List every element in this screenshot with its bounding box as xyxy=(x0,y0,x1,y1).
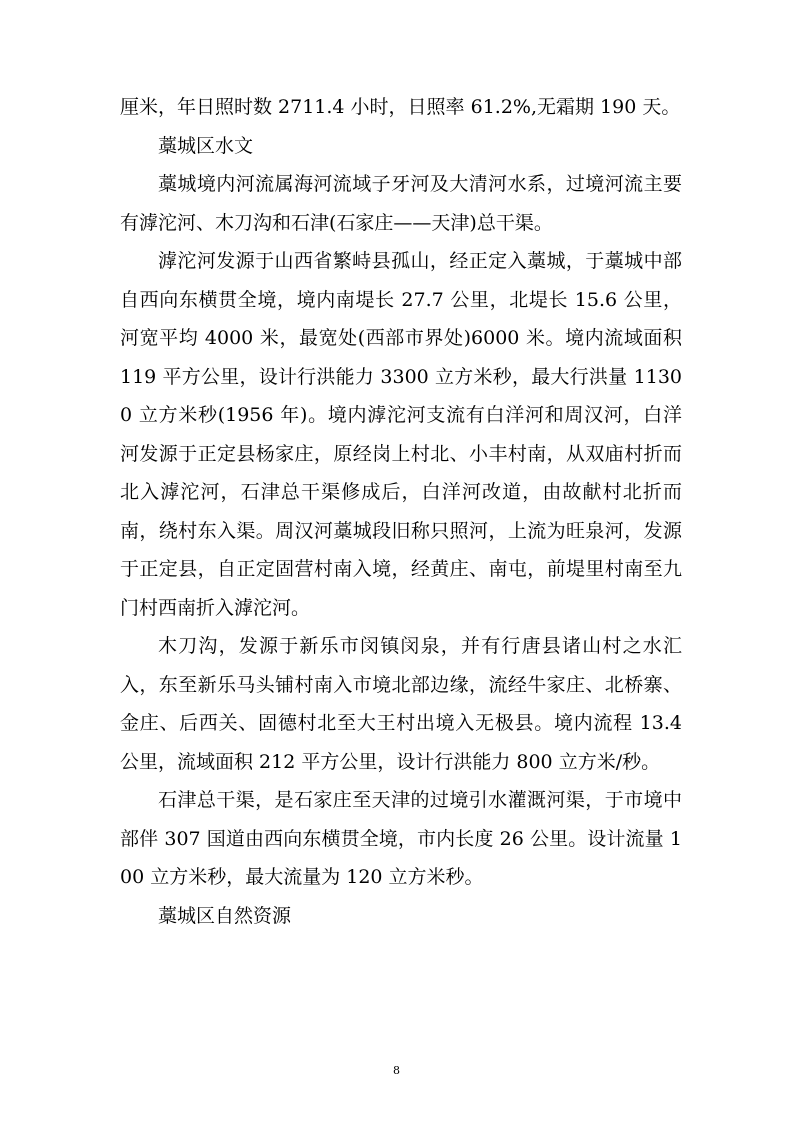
paragraph-climate-continuation: 厘米，年日照时数 2711.4 小时，日照率 61.2%,无霜期 190 天。 xyxy=(120,96,681,118)
paragraph-shijin-canal: 石津总干渠，是石家庄至天津的过境引水灌溉河渠，于市境中部伴 307 国道由西向东横贯全境，市内长度 26 公里。设计流量 100 立方米秒，最大流量为 120 立方米秒。 xyxy=(120,789,682,888)
paragraph-river-systems: 藁城境内河流属海河流域子牙河及大清河水系，过境河流主要有滹沱河、木刀沟和石津(石家庄——天津)总干渠。 xyxy=(120,173,682,234)
page-number: 8 xyxy=(393,1064,400,1077)
section-heading-hydrology: 藁城区水文 xyxy=(158,134,254,157)
document-body xyxy=(120,88,682,935)
section-heading-natural-resources: 藁城区自然资源 xyxy=(158,904,292,927)
paragraph-hutuo-river: 滹沱河发源于山西省繁峙县孤山，经正定入藁城，于藁城中部自西向东横贯全境，境内南堤长 27.7 公里，北堤长 15.6 公里，河宽平均 4000 米，最宽处(西部市界处)6000 米。境内流域面积 119 平方公里，设计行洪能力 3300 立方米秒，最大行洪量 11300 立方米秒(1956 年)。境内滹沱河支流有白洋河和周汉河，白洋河发源于正定县杨家庄，原经岗上村北、小丰村南，从双庙村折而北入滹沱河，石津总干渠修成后，白洋河改道，由故献村北折而南，绕村东入渠。周汉河藁城段旧称只照河，上流为旺泉河，发源于正定县，自正定固营村南入境，经黄庄、南屯，前堤里村南至九门村西南折入滹沱河。 xyxy=(120,250,682,619)
paragraph-mudao-gou: 木刀沟，发源于新乐市闵镇闵泉，并有行唐县诸山村之水汇入，东至新乐马头铺村南入市境北部边缘，流经牛家庄、北桥寨、金庄、后西关、固德村北至大王村出境入无极县。境内流程 13.4 公里，流域面积 212 平方公里，设计行洪能力 800 立方米/秒。 xyxy=(120,635,682,773)
